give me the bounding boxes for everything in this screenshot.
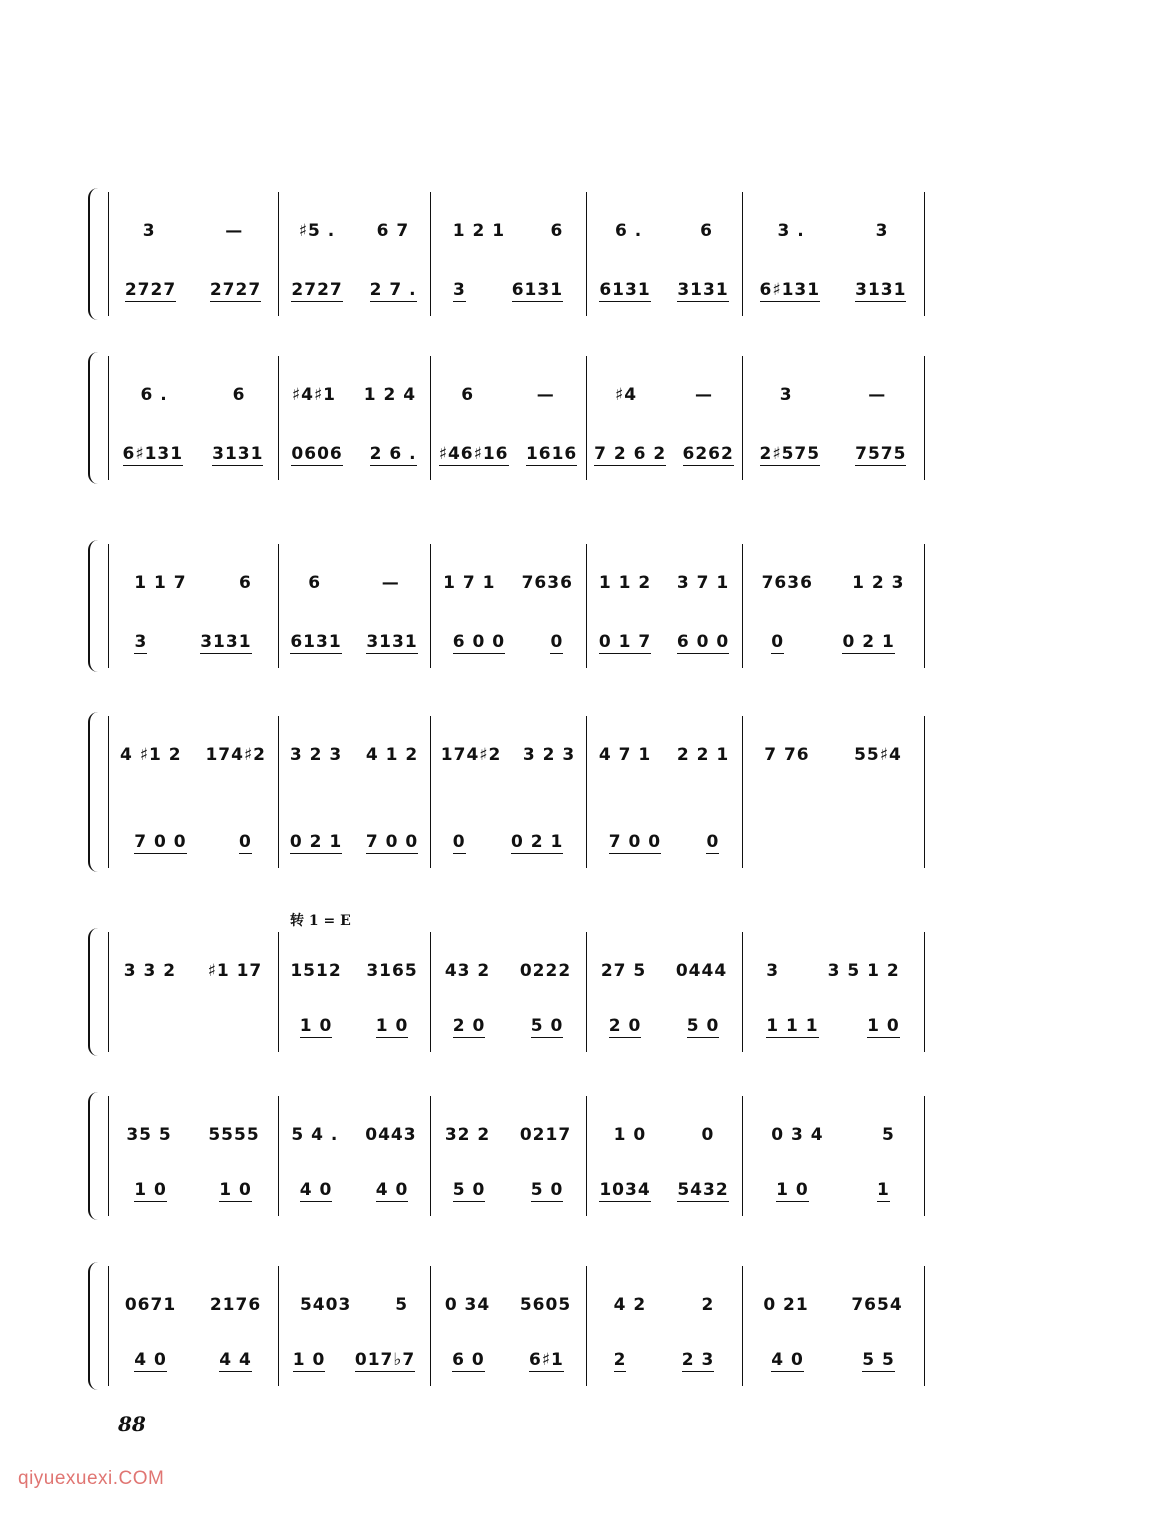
measure [278,216,430,246]
measure [742,1012,924,1042]
measure [108,1346,278,1376]
measure [586,216,742,246]
note-group: 3 5 1 2 [827,961,900,981]
note-group: 3131 [366,632,418,652]
note-group: 7636 [521,573,573,593]
system-brace [88,1262,100,1390]
measure [278,440,430,470]
note-group: 7636 [761,573,813,593]
note-group: 5 5 [862,1350,895,1370]
note-group: 3 [134,632,148,652]
note-group: 5555 [208,1125,260,1145]
note-group: — [695,385,714,405]
note-group: 6 0 0 [452,632,506,652]
note-group: 6 [550,221,564,241]
upper-voice [108,216,910,246]
note-group: 1 1 1 [766,1016,819,1036]
note-group: 1 0 [776,1180,809,1200]
note-group: 3 [779,385,793,405]
note-group: 3 [452,280,466,300]
note-group: 1 2 3 [852,573,905,593]
note-group: 6131 [290,632,342,652]
measure [742,440,924,470]
note-group: 6 7 [376,221,410,241]
note-group: 4 ♯1 2 [119,745,182,765]
measure [586,440,742,470]
measure [278,956,430,986]
note-group: 0606 [291,444,343,464]
note-group: 1 1 7 [134,573,187,593]
note-group: 1 0 [613,1125,647,1145]
lower-voice [108,1012,910,1042]
note-group: 3 7 1 [676,573,730,593]
note-group: 2♯575 [759,444,821,464]
note-group: — [868,385,887,405]
note-group: 3 3 2 [123,961,177,981]
note-group: 2 0 [608,1016,642,1036]
barline [924,932,925,1052]
upper-voice [108,1290,910,1320]
lower-voice [108,440,910,470]
measure [742,956,924,986]
note-group: 7 0 0 [365,832,419,852]
note-group: 6 [700,221,714,241]
measure [586,276,742,306]
note-group: 0 2 1 [289,832,343,852]
note-group: 0 21 [763,1295,809,1315]
note-group: 0444 [675,961,728,981]
note-group: 6 [232,385,246,405]
note-group: ♯46♯16 [438,444,509,464]
note-group: 6 [308,573,322,593]
note-group: 7 76 [764,745,810,765]
note-group: 5432 [677,1180,729,1200]
system-brace [88,712,100,872]
note-group: 7 0 0 [134,832,187,852]
note-group: 6 [461,385,475,405]
note-group: 0222 [519,961,572,981]
measure [430,1346,586,1376]
measure [430,628,586,658]
measure [586,1346,742,1376]
measure [278,740,430,770]
note-group: 6131 [599,280,651,300]
note-group: 2 0 [452,1016,486,1036]
note-group: 0671 [124,1295,177,1315]
measure [586,1290,742,1320]
lower-voice [108,276,910,306]
note-group: 0 2 1 [842,632,895,652]
key-change-marking: 转 1 = E [290,913,351,929]
measure [108,956,278,986]
note-group: 7 2 6 2 [594,444,667,464]
note-group: 1 2 1 [452,221,506,241]
note-group: 5403 [299,1295,352,1315]
note-group: 0 [550,632,564,652]
barline [924,1266,925,1386]
measure [278,1346,430,1376]
note-group: 4 0 [134,1350,167,1370]
measure [278,1120,430,1150]
note-group: — [225,221,244,241]
note-group: 0 [771,632,785,652]
note-group: 3131 [200,632,252,652]
note-group: 2 3 [681,1350,715,1370]
measure [430,956,586,986]
measure [742,568,924,598]
note-group: ♯5 . [298,221,336,241]
note-group: 4 0 [299,1180,333,1200]
note-group: — [536,385,555,405]
note-group: 2727 [209,280,262,300]
note-group: 6♯131 [122,444,184,464]
note-group: — [381,573,400,593]
system-brace [88,1092,100,1220]
measure [586,628,742,658]
measure [742,1346,924,1376]
note-group: 2 6 . [369,444,417,464]
note-group: 0 3 4 [771,1125,824,1145]
barline [924,544,925,668]
note-group: ♯4♯1 [291,385,336,405]
note-group: 2176 [209,1295,262,1315]
measure [108,440,278,470]
note-group: 5 0 [686,1016,720,1036]
measure [742,1120,924,1150]
measure [278,1290,430,1320]
note-group: 1 2 4 [363,385,417,405]
note-group: 1 0 [292,1350,326,1370]
measure [108,380,278,410]
note-group: 3131 [855,280,907,300]
measure [108,828,278,858]
note-group: 6 0 [452,1350,485,1370]
measure [430,440,586,470]
barline [924,716,925,868]
measure [430,568,586,598]
note-group: 7575 [855,444,907,464]
note-group: 0 [706,832,720,852]
lower-voice [108,628,910,658]
measure [586,1012,742,1042]
note-group: 2727 [124,280,177,300]
measure [586,1120,742,1150]
note-group: 6 . [614,221,643,241]
score-system [88,712,910,872]
measure [108,1290,278,1320]
measure [586,568,742,598]
barline [924,192,925,316]
note-group: 7 0 0 [608,832,662,852]
note-group: 1 0 [299,1016,333,1036]
measure [278,568,430,598]
note-group: ♯4 [614,385,638,405]
measure [278,276,430,306]
note-group: 1 1 2 [598,573,652,593]
note-group: 55♯4 [854,745,902,765]
note-group: 43 2 [444,961,491,981]
note-group: 3131 [677,280,729,300]
note-group: 4 0 [375,1180,409,1200]
note-group: 6♯131 [759,280,821,300]
note-group: 0 1 7 [598,632,652,652]
measure [742,740,924,770]
measure [586,380,742,410]
measure [108,628,278,658]
note-group: 1 0 [375,1016,409,1036]
measure [742,1176,924,1206]
note-group: 3 [142,221,156,241]
note-group: 5 4 . [291,1125,339,1145]
note-group: 017♭7 [354,1350,416,1370]
barline [924,1096,925,1216]
system-brace [88,352,100,484]
note-group: 2 2 1 [676,745,730,765]
note-group: 0 [238,832,252,852]
note-group: 4 0 [771,1350,804,1370]
measure [430,380,586,410]
upper-voice [108,956,910,986]
score-system [88,1092,910,1220]
measure [742,216,924,246]
system-brace [88,540,100,672]
score-system [88,1262,910,1390]
note-group: 4 1 2 [365,745,419,765]
note-group: 5605 [519,1295,572,1315]
note-group: 0 [452,832,466,852]
measure [742,1290,924,1320]
note-group: 5 [395,1295,409,1315]
page-number: 88 [118,1412,146,1436]
measure [108,1176,278,1206]
measure [430,276,586,306]
note-group: 1616 [525,444,578,464]
measure [278,628,430,658]
note-group: 3 2 3 [289,745,343,765]
note-group: 2 [701,1295,715,1315]
note-group: 6 . [140,385,168,405]
note-group: 27 5 [600,961,647,981]
measure [430,1120,586,1150]
note-group: 4 4 [219,1350,252,1370]
measure [430,1176,586,1206]
upper-voice [108,1120,910,1150]
note-group: 2 7 . [369,280,417,300]
note-group: 0217 [519,1125,572,1145]
measure [430,216,586,246]
measure [430,828,586,858]
note-group: 1512 [290,961,342,981]
note-group: 1 0 [867,1016,900,1036]
note-group: 6 0 0 [676,632,730,652]
measure [742,828,924,858]
lower-voice [108,1346,910,1376]
measure [278,1176,430,1206]
measure [108,1012,278,1042]
measure [108,216,278,246]
measure [586,828,742,858]
measure [108,276,278,306]
system-brace [88,928,100,1056]
upper-voice [108,740,910,770]
note-group: 35 5 [126,1125,172,1145]
score-system [88,928,910,1056]
note-group: 174♯2 [440,745,502,765]
upper-voice [108,568,910,598]
measure [742,380,924,410]
note-group: 5 0 [530,1180,564,1200]
note-group: 174♯2 [205,745,267,765]
note-group: 3 [875,221,889,241]
score-system [88,188,910,320]
note-group: 5 0 [452,1180,486,1200]
note-group: 3131 [212,444,264,464]
note-group: ♯1 17 [207,961,263,981]
note-group: 6131 [511,280,564,300]
measure [278,380,430,410]
system-brace [88,188,100,320]
note-group: 2 [613,1350,627,1370]
note-group: 6♯1 [528,1350,564,1370]
note-group: 6262 [682,444,734,464]
measure [742,276,924,306]
note-group: 2727 [291,280,343,300]
note-group: 1034 [599,1180,651,1200]
note-group: 32 2 [444,1125,491,1145]
note-group: 1 0 [219,1180,252,1200]
measure [430,1290,586,1320]
note-group: 0443 [365,1125,417,1145]
note-group: 0 34 [444,1295,491,1315]
note-group: 4 7 1 [598,745,652,765]
measure [278,1012,430,1042]
note-group: 5 0 [530,1016,564,1036]
note-group: 5 [881,1125,895,1145]
measure [108,740,278,770]
note-group: 1 [877,1180,890,1200]
measure [742,628,924,658]
measure [586,1176,742,1206]
note-group: 3 . [777,221,805,241]
measure [586,956,742,986]
lower-voice [108,828,910,858]
note-group: 0 2 1 [510,832,564,852]
measure [108,568,278,598]
note-group: 1 0 [134,1180,167,1200]
score-system [88,352,910,484]
measure [430,740,586,770]
note-group: 7654 [851,1295,903,1315]
barline [924,356,925,480]
note-group: 1 7 1 [443,573,496,593]
note-group: 6 [238,573,252,593]
upper-voice [108,380,910,410]
measure [430,1012,586,1042]
lower-voice [108,1176,910,1206]
note-group: 3 2 3 [522,745,576,765]
measure [278,828,430,858]
measure [108,1120,278,1150]
score-system [88,540,910,672]
measure [586,740,742,770]
note-group: 0 [701,1125,715,1145]
note-group: 4 2 [613,1295,647,1315]
note-group: 3 [766,961,780,981]
note-group: 3165 [366,961,418,981]
watermark: qiyuexuexi.COM [18,1468,165,1489]
